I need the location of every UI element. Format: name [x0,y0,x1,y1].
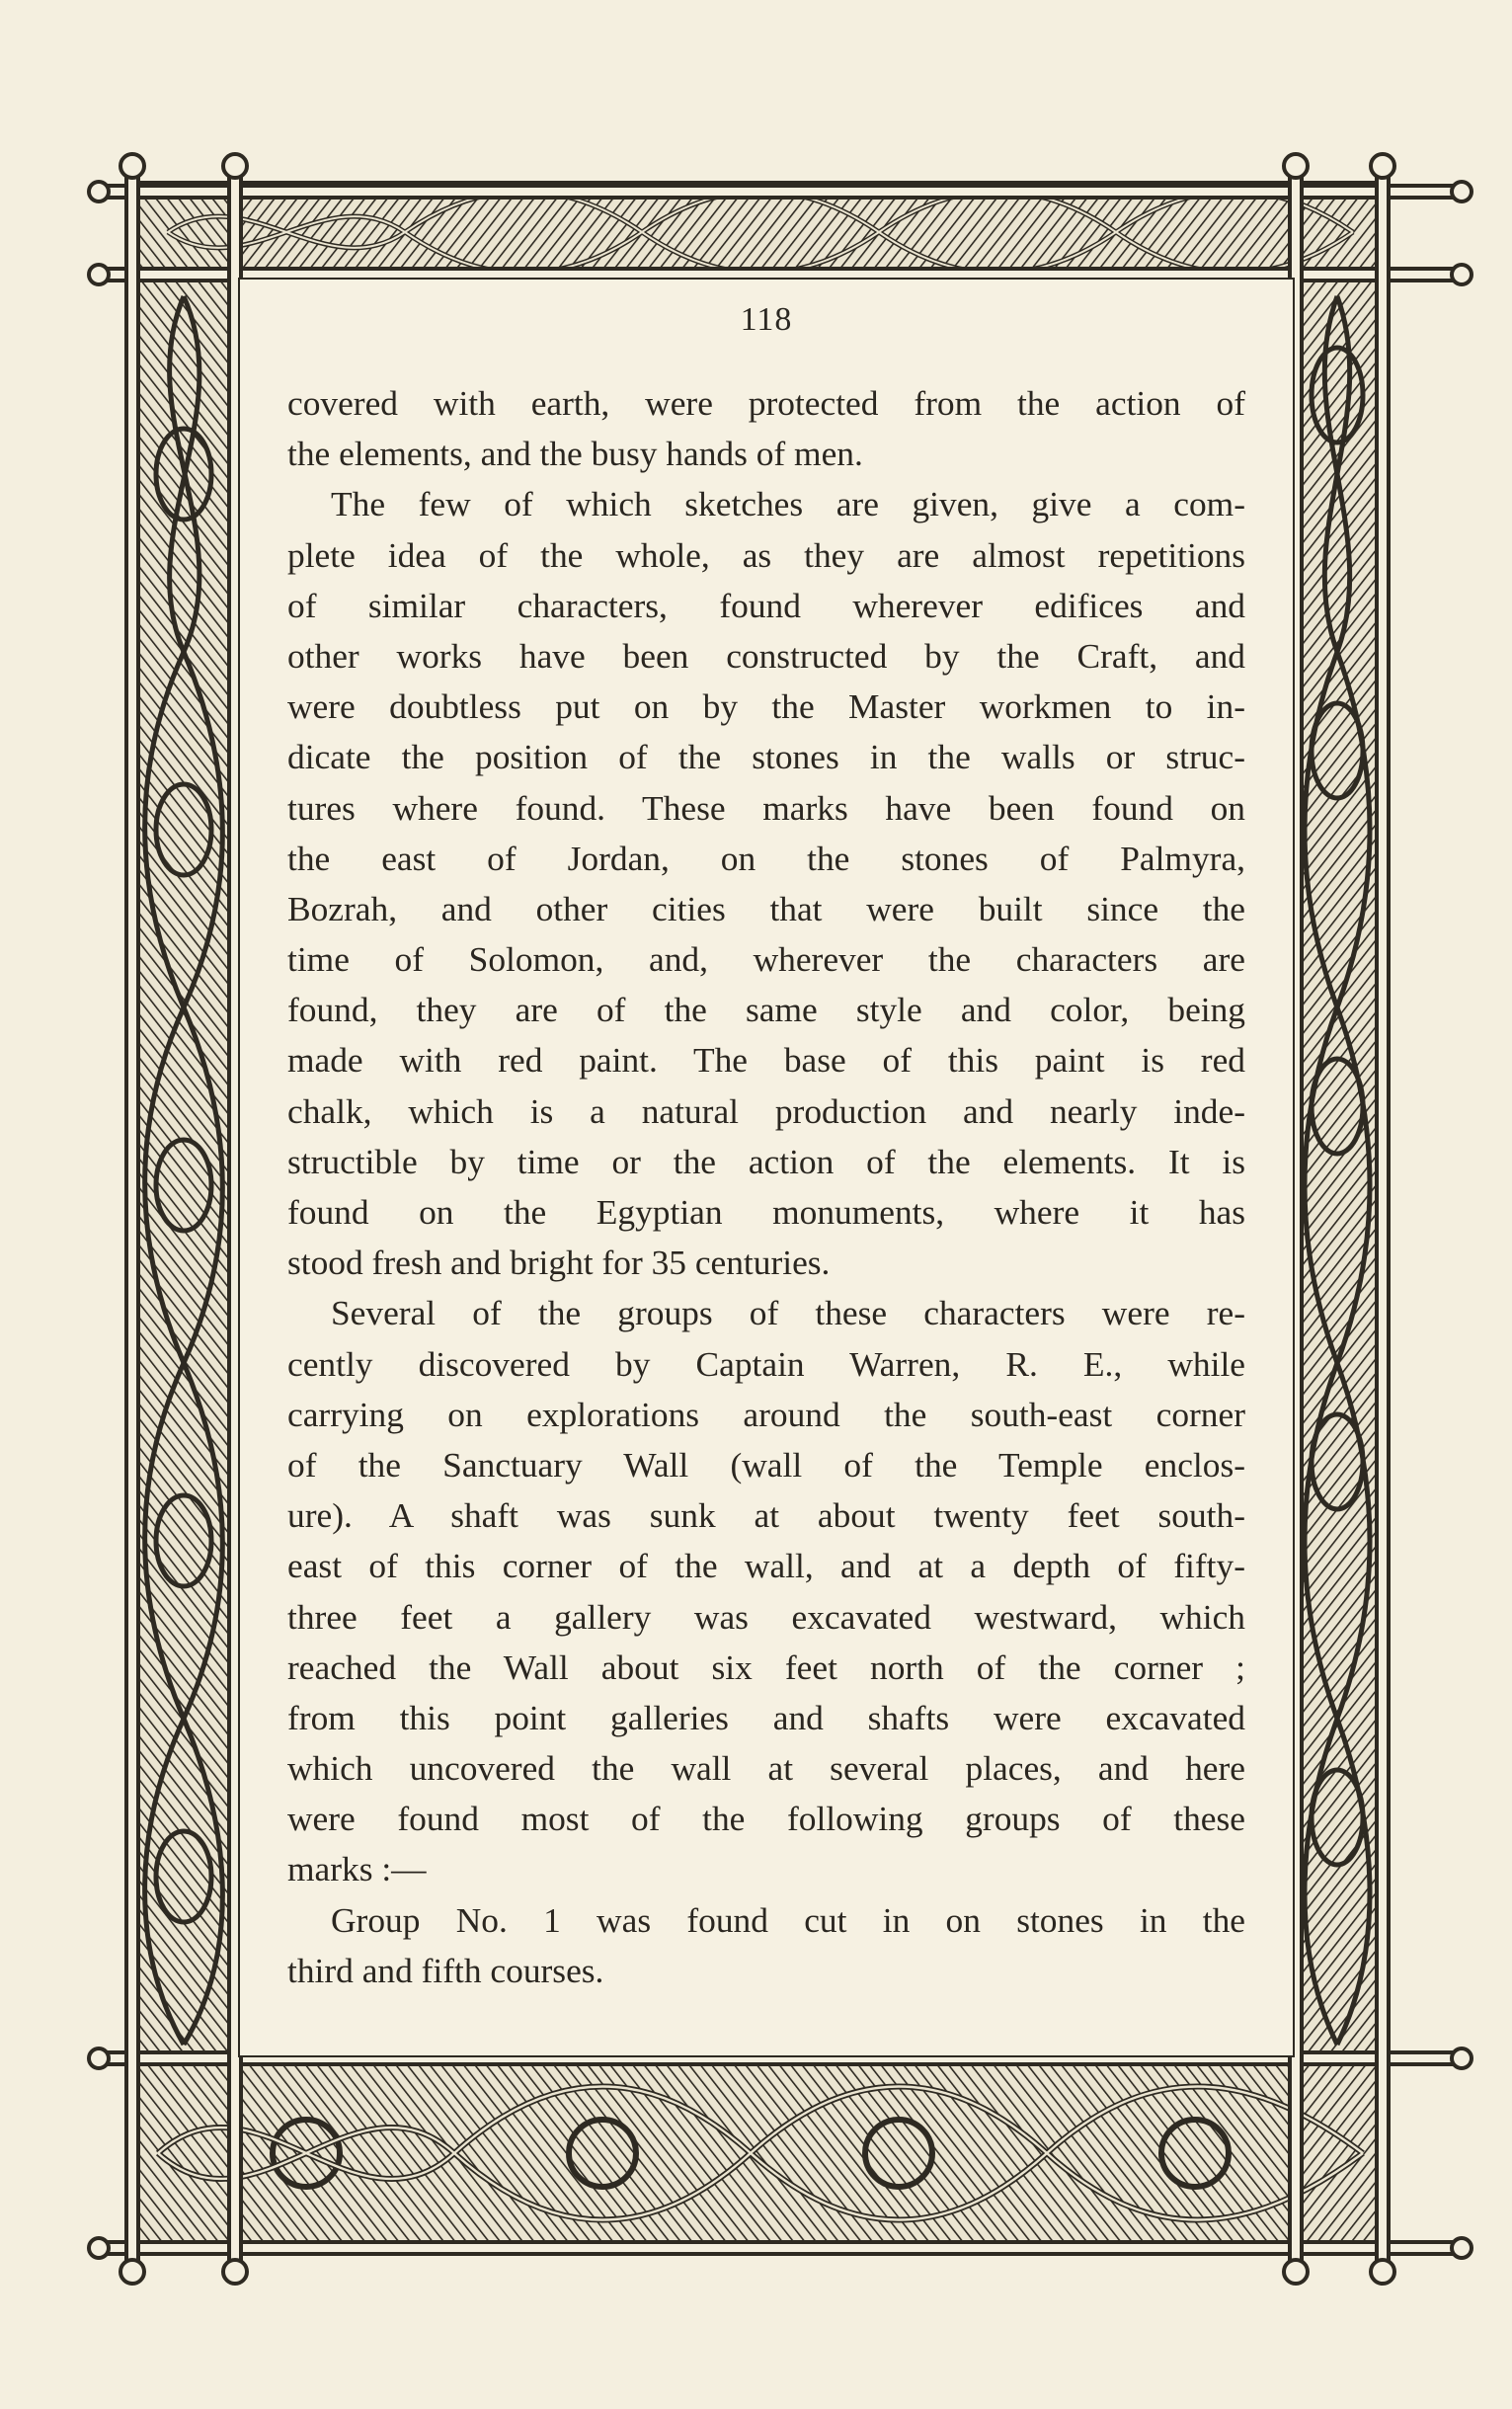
text-line: reached the Wall about six feet north of the corner ; [287,1646,1245,1687]
text-line: Several of the groups of these characters were re- [331,1293,1245,1333]
text-line: other works have been constructed by the Craft, and [287,635,1245,676]
text-line: Bozrah, and other cities that were built since the [287,888,1245,928]
text-line: the east of Jordan, on the stones of Palmyra, [287,838,1245,878]
text-line: were doubtless put on by the Master workmen to in- [287,686,1245,727]
text-line: third and fifth courses. [287,1950,604,1990]
text-line: made with red paint. The base of this paint is red [287,1040,1245,1081]
text-line: were found most of the following groups of these [287,1799,1245,1839]
text-line: found, they are of the same style and color, being [287,990,1245,1030]
page-number: 118 [740,301,793,338]
text-line: chalk, which is a natural production and nearly inde- [287,1090,1245,1131]
text-panel [240,280,1293,2055]
text-line: stood fresh and bright for 35 centuries. [287,1243,831,1283]
paragraph [287,1895,1245,1996]
text-line: cently discovered by Captain Warren, R. E., while [287,1343,1245,1384]
text-line: the elements, and the busy hands of men. [287,434,863,474]
text-line: tures where found. These marks have been found on [287,787,1245,828]
text-line: of similar characters, found wherever edifices and [287,585,1245,625]
text-line: The few of which sketches are given, give a com- [331,484,1245,524]
text-line: Group No. 1 was found cut in on stones in the [331,1899,1245,1940]
text-line: which uncovered the wall at several places, and here [287,1748,1245,1789]
text-line: plete idea of the whole, as they are almost repetitions [287,534,1245,575]
text-line: marks :— [287,1849,427,1889]
text-line: east of this corner of the wall, and at a depth of fifty- [287,1546,1245,1586]
text-line: dicate the position of the stones in the walls or struc- [287,737,1245,777]
text-line: time of Solomon, and, wherever the characters are [287,939,1245,980]
paragraph [287,378,1245,479]
text-line: three feet a gallery was excavated westward, which [287,1596,1245,1637]
text-line: ure). A shaft was sunk at about twenty feet south- [287,1495,1245,1536]
paragraph [287,479,1245,1288]
text-line: covered with earth, were protected from the action of [287,383,1245,423]
paragraph [287,1288,1245,1894]
text-line: of the Sanctuary Wall (wall of the Temple enclos- [287,1444,1245,1485]
body-text [287,378,1245,1996]
text-line: structible by time or the action of the elements. It is [287,1141,1245,1181]
text-line: found on the Egyptian monuments, where it has [287,1192,1245,1232]
text-line: carrying on explorations around the south-east corner [287,1394,1245,1434]
text-line: from this point galleries and shafts were excavated [287,1697,1245,1737]
